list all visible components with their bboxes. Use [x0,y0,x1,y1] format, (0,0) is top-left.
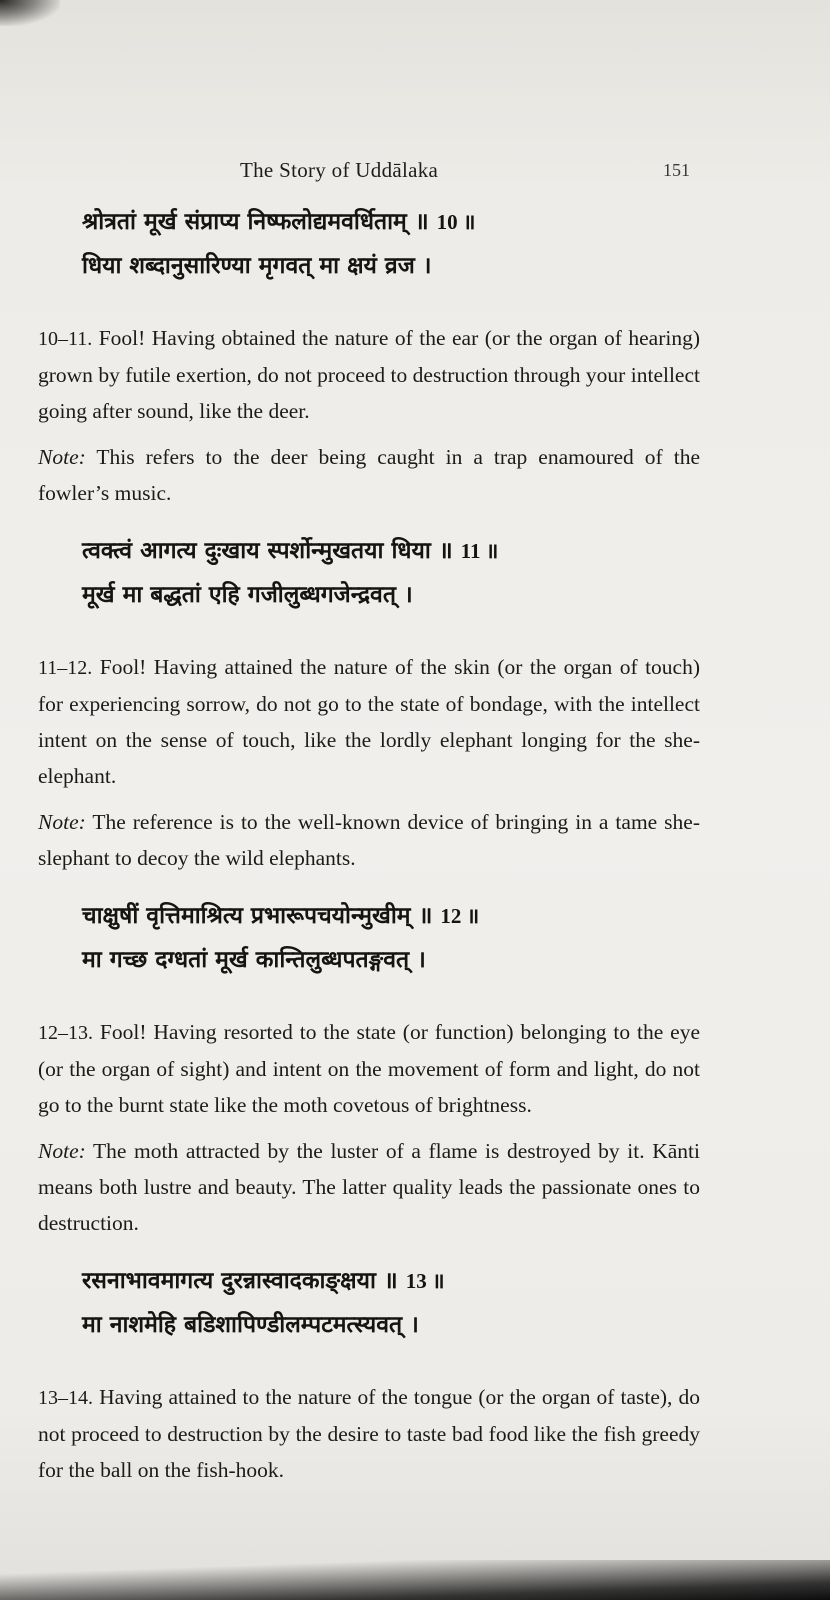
verse-line: धिया शब्दानुसारिण्या मृगवत् मा क्षयं व्रज । [82,253,432,279]
note-paragraph [38,1133,700,1241]
verse-reference: 13–14. [38,1387,93,1409]
running-title: The Story of Uddālaka [240,158,439,182]
page-number: 151 [663,160,690,180]
translation-paragraph [38,1014,700,1123]
verse-number: 11 ॥ [460,539,499,563]
translation-text: Fool! Having resorted to the state (or function) belonging to the eye (or the organ of sight) and intent on the movement of form and light, do not go to the burnt state like the moth covetous of brightness. [38,1020,700,1117]
sanskrit-verse [82,894,700,982]
note-paragraph [38,804,700,876]
translation-paragraph [38,649,700,794]
verse-number: 13 ॥ [405,1269,445,1293]
page-body [38,200,700,1488]
verse-line: रसनाभावमागत्य दुरन्नास्वादकाङ्क्षया ॥ 13 ॥ [82,1268,445,1294]
note-label: Note: [38,810,86,834]
translation-paragraph [38,320,700,429]
translation-text: Having attained to the nature of the tongue (or the organ of taste), do not proceed to destruction by the desire to taste bad food like the fish greedy for the ball on the fish-hook. [38,1385,700,1482]
sanskrit-verse [82,529,700,617]
verse-reference: 12–13. [38,1022,93,1044]
note-paragraph [38,439,700,511]
verse-reference: 10–11. [38,328,93,350]
note-label: Note: [38,445,86,469]
verse-number: 12 ॥ [440,904,480,928]
verse-reference: 11–12. [38,657,93,679]
page-edge-shadow [0,0,60,26]
note-text: This refers to the deer being caught in a trap enamoured of the fowler’s music. [38,445,700,505]
verse-line: त्वक्त्वं आगत्य दुःखाय स्पर्शोन्मुखतया धिया ॥ 11 ॥ [82,538,499,564]
verse-line: श्रोत्रतां मूर्ख संप्राप्य निष्फलोद्यमवर्धिताम् ॥ 10 ॥ [82,209,476,235]
sanskrit-verse [82,200,700,288]
verse-line: मा नाशमेहि बडिशापिण्डीलम्पटमत्स्यवत् । [82,1312,419,1338]
translation-text: Fool! Having obtained the nature of the ear (or the organ of hearing) grown by futile exertion, do not proceed to destruction through your intellect going after sound, like the deer. [38,326,700,423]
verse-line: मूर्ख मा बद्धतां एहि गजीलुब्धगजेन्द्रवत् । [82,582,413,608]
note-label: Note: [38,1139,86,1163]
running-header [0,158,830,188]
translation-paragraph [38,1379,700,1488]
note-text: The reference is to the well-known device of bringing in a tame she-slephant to decoy the wild elephants. [38,810,700,870]
verse-line: चाक्षुषीं वृत्तिमाश्रित्य प्रभारूपचयोन्मुखीम् ॥ 12 ॥ [82,903,480,929]
translation-text: Fool! Having attained the nature of the skin (or the organ of touch) for experiencing sorrow, do not go to the state of bondage, with the intellect intent on the sense of touch, like the lordly elephant longing for the she-elephant. [38,655,700,788]
sanskrit-verse [82,1259,700,1347]
verse-number: 10 ॥ [436,210,476,234]
verse-line: मा गच्छ दग्धतां मूर्ख कान्तिलुब्धपतङ्गवत् । [82,947,426,973]
page-bottom-shadow [0,1560,830,1600]
note-text: The moth attracted by the luster of a flame is destroyed by it. Kānti means both lustre and beauty. The latter quality leads the passionate ones to destruction. [38,1139,700,1235]
